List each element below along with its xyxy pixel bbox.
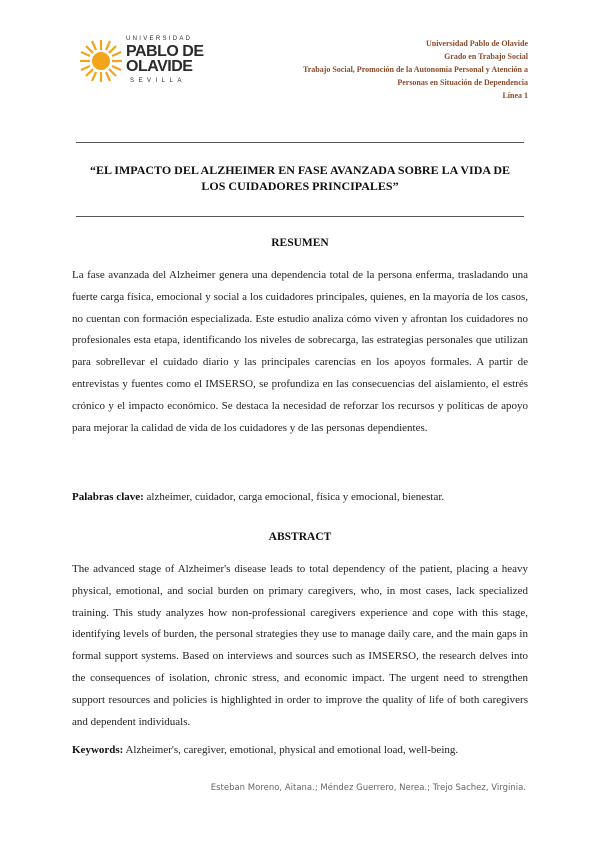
university-logo	[78, 34, 203, 89]
keywords	[72, 742, 528, 758]
title-divider	[76, 216, 524, 217]
header-degree: Grado en Trabajo Social	[444, 52, 528, 61]
palabras-clave-label: Palabras clave:	[72, 491, 144, 503]
header-course: Trabajo Social, Promoción de la Autonomía Personal y Atención a	[302, 65, 528, 74]
resumen-body: La fase avanzada del Alzheimer genera una dependencia total de la persona enferma, trasladando una fuerte carga física, emocional y social a los cuidadores principales, quienes, en la mayoría de los casos, no cuentan con formación especializada. Este estudio analiza cómo viven y afrontan los cuidadores no profesionales esta etapa, identificando los niveles de sobrecarga, las estrategias personales que utilizan para sobrellevar el cuidado diario y las principales carencias en los apoyos formales. A partir de entrevistas y fuentes como el IMSERSO, se profundiza en las consecuencias del aislamiento, el estrés crónico y el impacto económico. Se destaca la necesidad de reforzar los recursos y políticas de apoyo para mejorar la calidad de vida de los cuidadores y de las personas dependientes.	[72, 269, 528, 434]
footer-authors: Esteban Moreno, Aitana.; Méndez Guerrero, Nerea.; Trejo Sachez, Virginia.	[210, 783, 526, 793]
header-line: Línea 1	[502, 91, 528, 100]
page-title	[76, 162, 524, 194]
palabras-clave	[72, 489, 528, 505]
logo-universidad: UNIVERSIDAD	[126, 36, 193, 42]
abstract-heading: ABSTRACT	[268, 531, 332, 543]
header-course-cont: Personas en Situación de Dependencia	[397, 78, 528, 87]
title-line-2: LOS CUIDADORES PRINCIPALES”	[201, 179, 399, 193]
header-university: Universidad Pablo de Olavide	[425, 39, 528, 48]
abstract-body: The advanced stage of Alzheimer's disease leads to total dependency of the patient, placing a heavy physical, emotional, and social burden on primary caregivers, who, in most cases, lack specialized training. This study analyzes how non-professional caregivers experience and cope with this stage, identifying levels of burden, the personal strategies they use to manage daily care, and the main gaps in formal support systems. Based on interviews and sources such as IMSERSO, the research delves into the consequences of isolation, chronic stress, and economic impact. The urgent need to strengthen support resources and policies is highlighted in order to improve the quality of life of both caregivers and dependent individuals.	[72, 563, 528, 728]
keywords-label: Keywords:	[72, 744, 124, 756]
logo-pablo: PABLO DE	[126, 43, 204, 60]
keywords-values: Alzheimer's, caregiver, emotional, physical and emotional load, well-being.	[123, 744, 459, 756]
title-line-1: “EL IMPACTO DEL ALZHEIMER EN FASE AVANZADA SOBRE LA VIDA DE	[89, 163, 511, 177]
resumen-heading: RESUMEN	[271, 237, 329, 249]
logo-olavide: OLAVIDE	[126, 58, 193, 75]
top-divider	[76, 142, 524, 143]
document-header	[228, 37, 528, 102]
sunburst-logo-icon	[78, 38, 124, 84]
logo-sevilla: SEVILLA	[130, 78, 186, 84]
palabras-clave-values: alzheimer, cuidador, carga emocional, física y emocional, bienestar.	[143, 491, 445, 503]
